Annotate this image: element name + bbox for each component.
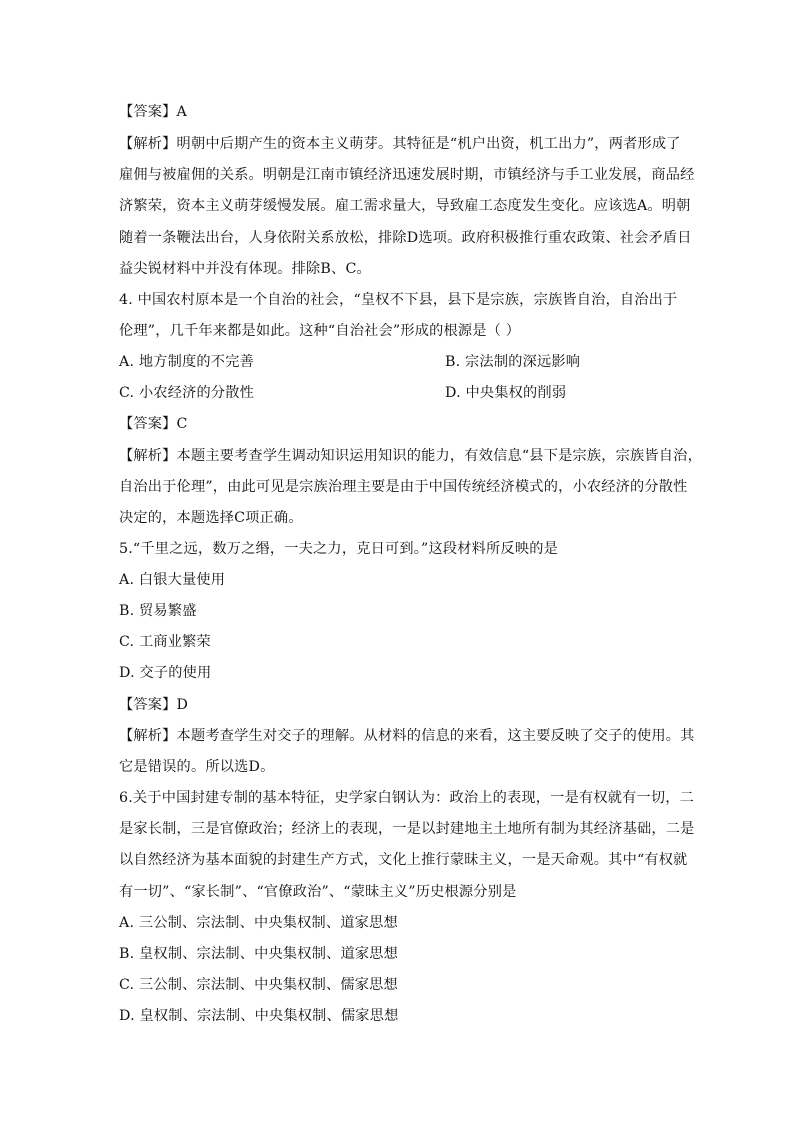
q6-question-line-4: 有一切”、“家长制”、“官僚政治”、“蒙昧主义”历史根源分别是 — [119, 884, 517, 900]
q4-answer: 【答案】C — [119, 416, 188, 432]
q3-analysis-line-2: 雇佣与被雇佣的关系。明朝是江南市镇经济迅速发展时期，市镇经济与手工业发展，商品经 — [119, 167, 695, 183]
q6-question-line-3: 以自然经济为基本面貌的封建生产方式，文化上推行蒙昧主义，一是天命观。其中“有权就 — [119, 852, 688, 868]
q4-option-c: C. 小农经济的分散性 — [119, 385, 255, 401]
q3-analysis-line-4: 随着一条鞭法出台，人身依附关系放松，排除D选项。政府积极推行重农政策、社会矛盾日 — [119, 230, 692, 246]
q6-option-d: D. 皇权制、宗法制、中央集权制、儒家思想 — [119, 1008, 399, 1024]
q5-question: 5.“千里之远，数万之缗，一夫之力，克日可到。”这段材料所反映的是 — [119, 541, 558, 557]
q3-analysis-line-5: 益尖锐材料中并没有体现。排除B、C。 — [119, 261, 371, 277]
q4-option-b: B. 宗法制的深远影响 — [445, 354, 581, 370]
q4-analysis-line-1: 【解析】本题主要考查学生调动知识运用知识的能力，有效信息“县下是宗族，宗族皆自治， — [119, 448, 702, 464]
q4-option-a: A. 地方制度的不完善 — [119, 354, 254, 370]
q5-answer: 【答案】D — [119, 697, 189, 713]
q3-answer: 【答案】A — [119, 104, 187, 120]
q5-option-b: B. 贸易繁盛 — [119, 603, 197, 619]
q4-question-line-1: 4. 中国农村原本是一个自治的社会，“皇权不下县，县下是宗族，宗族皆自治，自治出于 — [119, 292, 678, 308]
q6-question-line-1: 6.关于中国封建专制的基本特征，史学家白钢认为：政治上的表现，一是有权就有一切，二 — [119, 790, 695, 806]
q5-option-c: C. 工商业繁荣 — [119, 634, 211, 650]
q5-option-a: A. 白银大量使用 — [119, 572, 226, 588]
q5-option-d: D. 交子的使用 — [119, 665, 212, 681]
q4-analysis-line-2: 自治出于伦理”，由此可见是宗族治理主要是由于中国传统经济模式的，小农经济的分散性 — [119, 479, 688, 495]
q4-question-line-2: 伦理”，几千年来都是如此。这种“自治社会”形成的根源是（ ） — [119, 323, 521, 339]
q6-option-a: A. 三公制、宗法制、中央集权制、道家思想 — [119, 915, 398, 931]
q6-option-c: C. 三公制、宗法制、中央集权制、儒家思想 — [119, 977, 398, 993]
q3-analysis-line-3: 济繁荣，资本主义萌芽缓慢发展。雇工需求量大，导致雇工态度发生变化。应该选A。明朝 — [119, 198, 691, 214]
q6-question-line-2: 是家长制，三是官僚政治；经济上的表现，一是以封建地主土地所有制为其经济基础，二是 — [119, 821, 695, 837]
q5-analysis-line-1: 【解析】本题考查学生对交子的理解。从材料的信息的来看，这主要反映了交子的使用。其 — [119, 728, 695, 744]
q4-analysis-line-3: 决定的，本题选择C项正确。 — [119, 510, 303, 526]
q4-option-d: D. 中央集权的削弱 — [445, 385, 567, 401]
q3-analysis-line-1: 【解析】明朝中后期产生的资本主义萌芽。其特征是“机户出资，机工出力”，两者形成了 — [119, 136, 681, 152]
q5-analysis-line-2: 它是错误的。所以选D。 — [119, 759, 275, 775]
q6-option-b: B. 皇权制、宗法制、中央集权制、道家思想 — [119, 946, 399, 962]
